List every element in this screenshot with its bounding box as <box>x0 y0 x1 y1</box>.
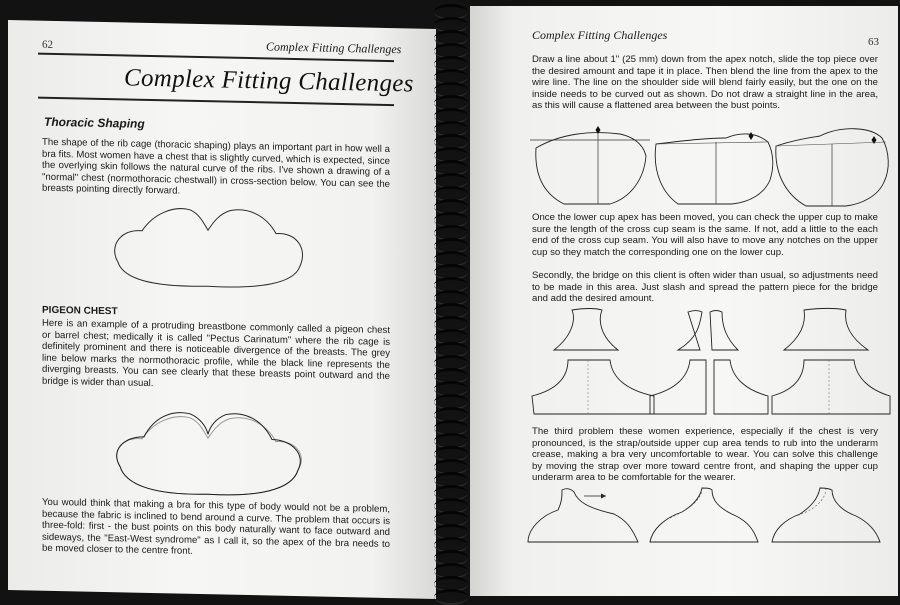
bridge-bottom-2 <box>650 360 768 414</box>
upper-cup-diagram-3 <box>772 488 880 542</box>
spiral-binding <box>434 0 474 600</box>
left-page <box>8 20 436 599</box>
chapter-title: Complex Fitting Challenges <box>124 64 414 98</box>
running-header-right: Complex Fitting Challenges <box>532 28 668 42</box>
bridge-top-2 <box>678 311 738 351</box>
normal-chest-diagram <box>108 200 308 294</box>
pigeon-chest-heading: PIGEON CHEST <box>42 304 118 318</box>
page-number-right: 63 <box>868 36 879 48</box>
pigeon-chest-diagram <box>108 402 308 506</box>
right-page <box>470 6 898 596</box>
upper-cup-diagrams <box>526 486 890 550</box>
upper-cup-paragraph: Once the lower cup apex has been moved, you can check the upper cup to make sure the length of the cross cup seam is the same. If not, add a little to the each end of the cross cup seam. You will also have to move any notches on the upper cup so they match the corresponding one on the lower cup. <box>532 212 878 258</box>
section-title: Thoracic Shaping <box>44 114 145 131</box>
lower-cup-diagram-3 <box>776 129 888 206</box>
three-fold-paragraph: You would think that making a bra for this type of body would not be a problem, because the fabric is inclined to bend around a curve. The problem that occurs is three-fold: first - the bust points on this body naturally want to face outward and sideways, the "East-West syndrome" as I call it, so the apex of the bra needs to be moved closer to the centre front. <box>42 496 390 558</box>
bridge-bottom-3 <box>772 360 890 414</box>
lower-cup-diagrams <box>530 118 890 210</box>
bridge-bottom-1 <box>532 360 654 414</box>
bridge-paragraph: Secondly, the bridge on this client is often wider than usual, so adjustments need to be made in this area. Just slash and spread the pattern piece for the bridge and add the desired amount. <box>532 270 878 305</box>
page-number-left: 62 <box>42 38 53 51</box>
bridge-top-1 <box>554 309 618 351</box>
apex-paragraph: Draw a line about 1" (25 mm) down from the apex notch, slide the top piece over the desired amount and tape it in place. Then blend the line from the apex to the wire line. The line on the shoulder side will blend fairly easily, but the one on the inside needs to be curved out as shown. Do not draw a straight line in the area, as this will cause a flattened area between the bust points. <box>532 54 878 112</box>
thoracic-paragraph: The shape of the rib cage (thoracic shaping) plays an important part in how well a bra fits. Most women have a chest that is slightly curved, which is expected, since the overlying skin follows the natural curve of the ribs. I've shown a drawing of a "normal" chest (normothoracic chestwall) in cross-section below. You can see the breasts pointing directly forward. <box>42 136 390 197</box>
bridge-top-3 <box>784 309 868 351</box>
lower-cup-diagram-1 <box>530 126 650 204</box>
spiral-coil <box>434 589 468 605</box>
strap-paragraph: The third problem these women experience, especially if the chest is very pronounced, is the strap/outside upper cup area tends to rub into the underarm crease, making a bra very uncomfortable to wear. You can solve this challenge by moving the strap over more toward centre front, and shaping the upper cup underarm area to be comfortable for the wearer. <box>532 426 878 484</box>
title-rule <box>38 97 394 106</box>
running-header-left: Complex Fitting Challenges <box>266 39 402 57</box>
bridge-diagrams <box>530 306 890 418</box>
upper-cup-diagram-1 <box>528 489 638 542</box>
pigeon-chest-paragraph: Here is an example of a protruding breastbone commonly called a pigeon chest or barrel chest; medically it is called "Pectus Carinatum" where the rib cage is definitely prominent and there is noticeable divergence of the breasts. The grey line below marks the normothoracic profile, while the black line represents the diverging breasts. You can see clearly that these breasts point outward and the bridge is wider than usual. <box>42 317 390 390</box>
lower-cup-diagram-2 <box>655 132 773 204</box>
upper-cup-diagram-2 <box>650 488 758 542</box>
